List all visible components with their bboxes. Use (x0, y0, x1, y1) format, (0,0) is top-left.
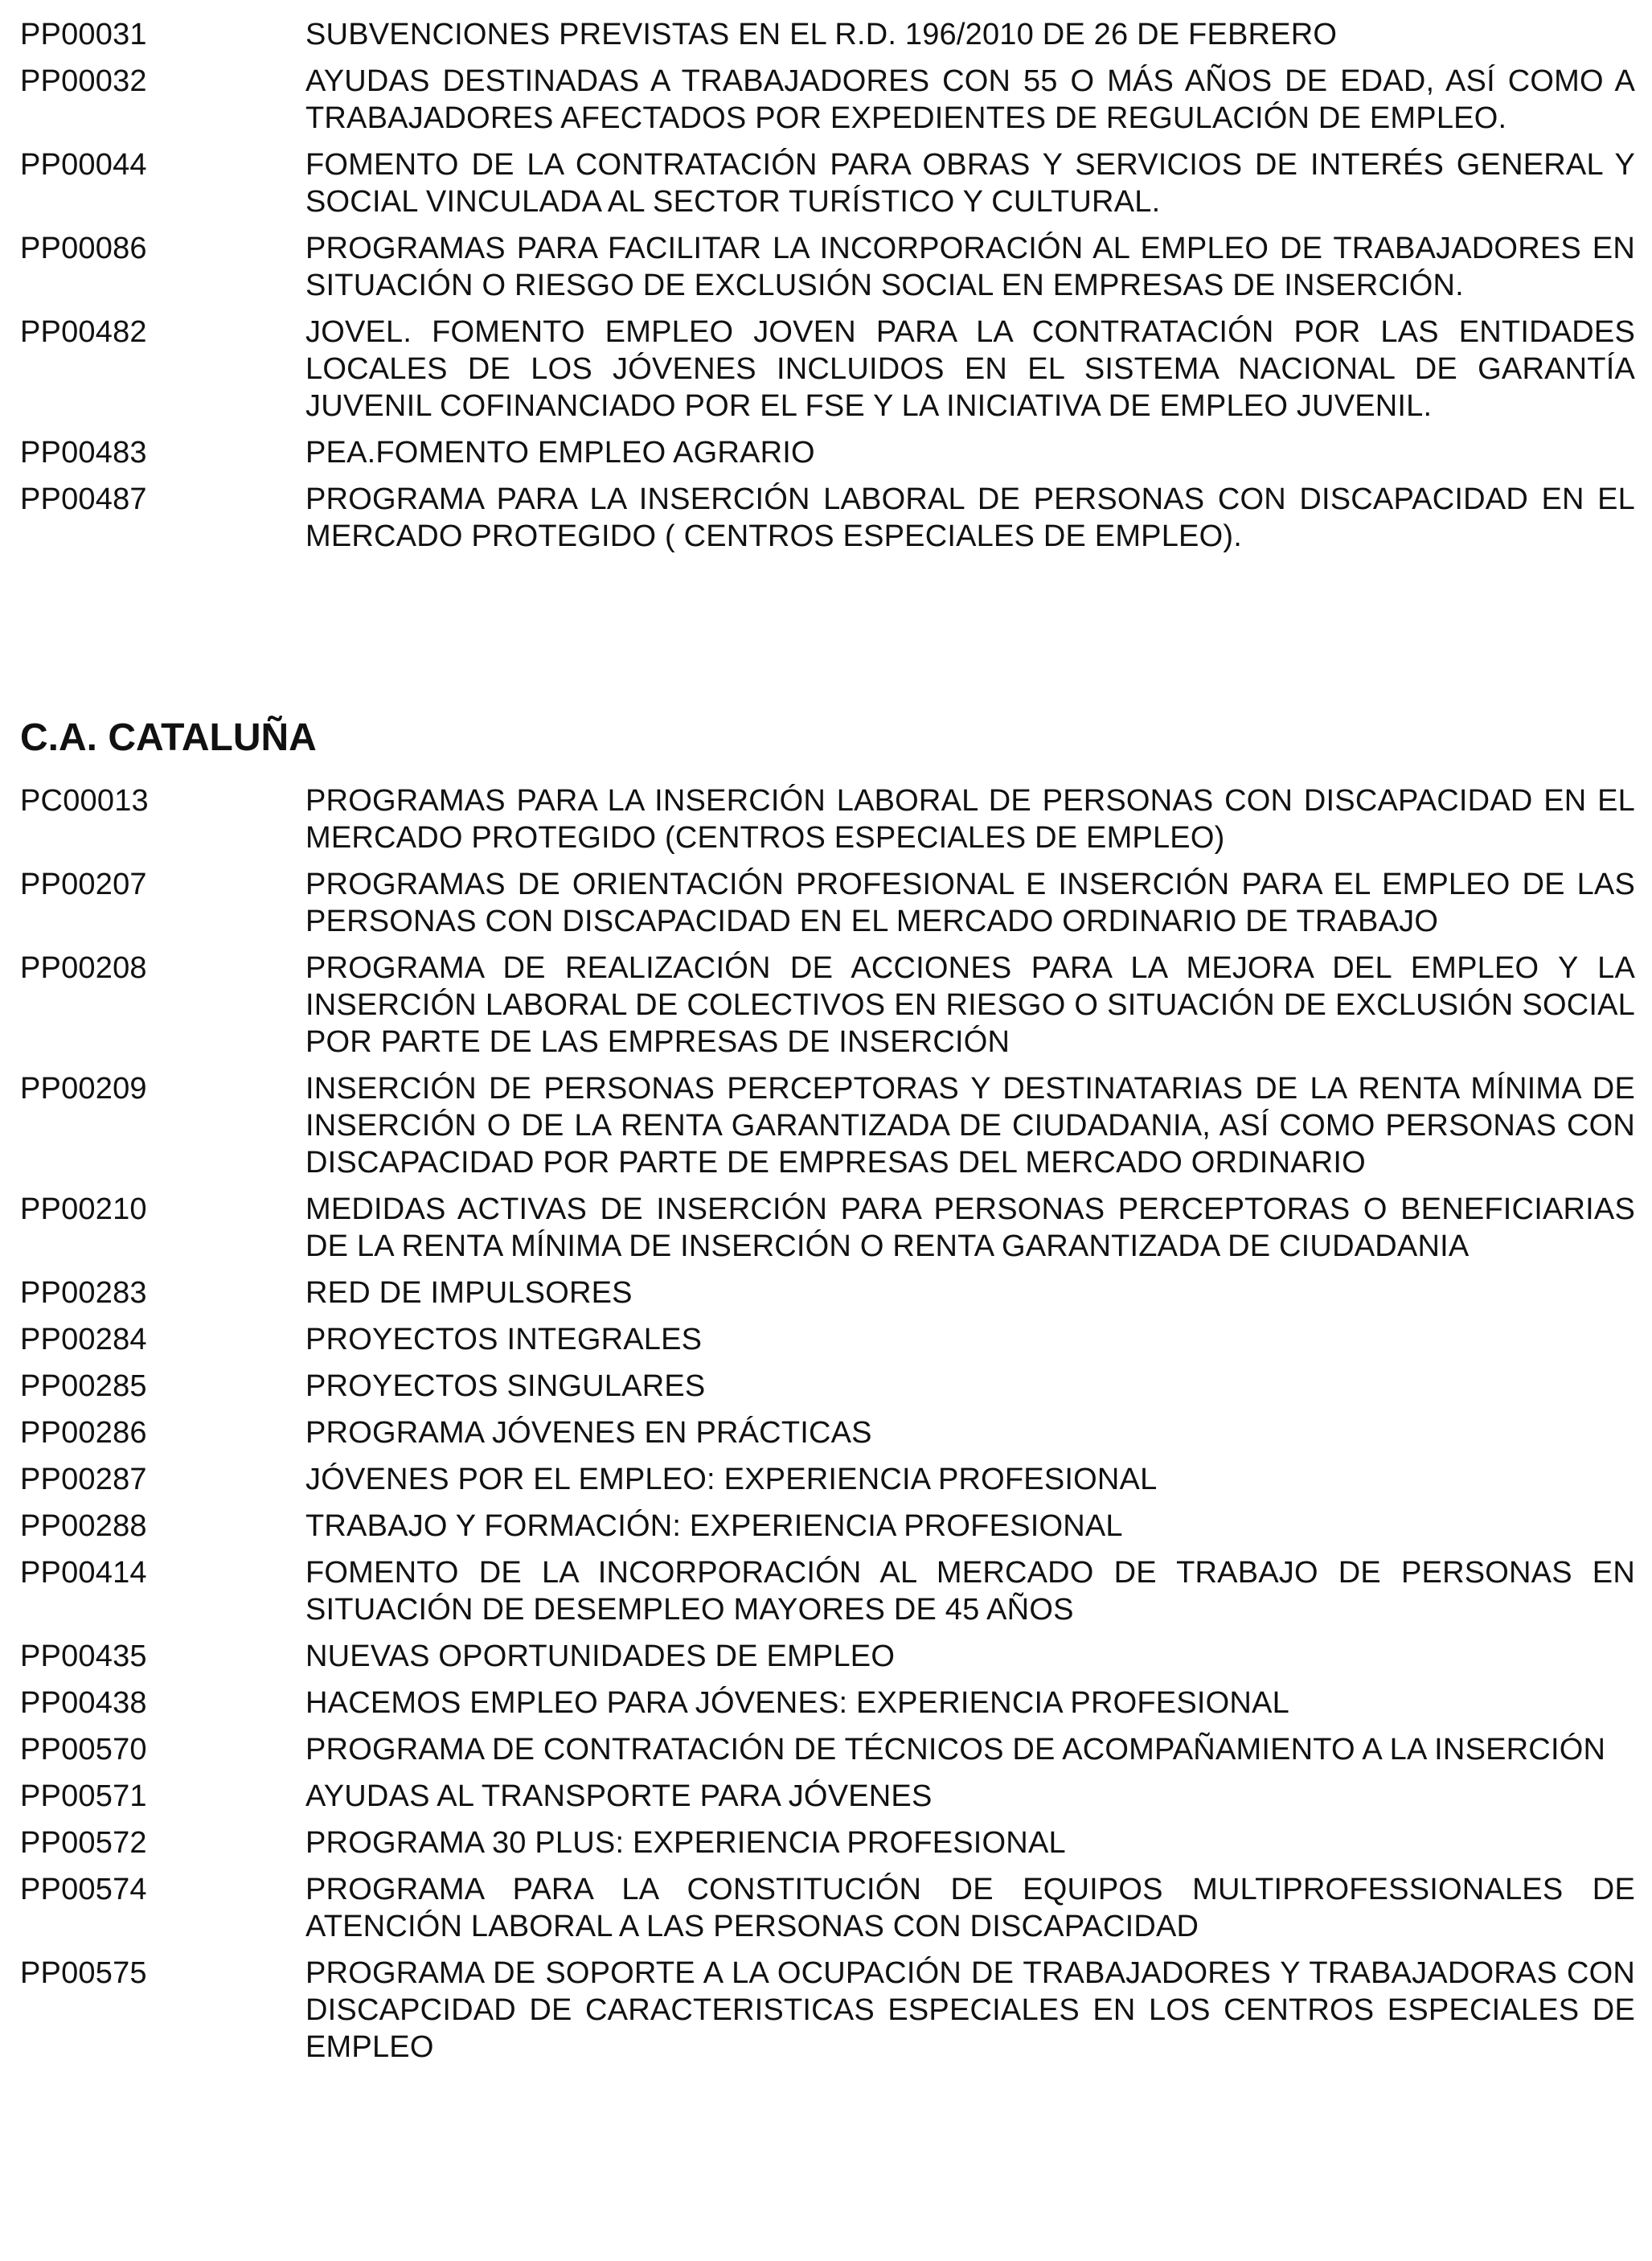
program-code: PP00574 (20, 1873, 147, 1906)
program-description: FOMENTO DE LA CONTRATACIÓN PARA OBRAS Y SERVICIOS DE INTERÉS GENERAL Y SOCIAL VINCULADA AL SECTOR TURÍSTICO Y CULTURAL. (305, 148, 1635, 219)
program-row (20, 230, 1636, 304)
program-code: PP00570 (20, 1733, 147, 1767)
program-code: PP00285 (20, 1369, 147, 1403)
program-code: PC00013 (20, 784, 149, 818)
program-description: PROGRAMA DE SOPORTE A LA OCUPACIÓN DE TRABAJADORES Y TRABAJADORAS CON DISCAPCIDAD DE CARACTERISTICAS ESPECIALES EN LOS CENTROS ESPECIALES DE EMPLEO (305, 1956, 1635, 2064)
program-list-top (20, 16, 1636, 564)
program-row (20, 434, 1636, 471)
program-code: PP00208 (20, 951, 147, 985)
program-description: PROGRAMA DE REALIZACIÓN DE ACCIONES PARA LA MEJORA DEL EMPLEO Y LA INSERCIÓN LABORAL DE COLECTIVOS EN RIESGO O SITUACIÓN DE EXCLUSIÓN SOCIAL POR PARTE DE LAS EMPRESAS DE INSERCIÓN (305, 951, 1635, 1059)
program-row (20, 1368, 1636, 1405)
program-row (20, 1778, 1636, 1815)
program-description: TRABAJO Y FORMACIÓN: EXPERIENCIA PROFESIONAL (305, 1509, 1123, 1543)
program-row (20, 1070, 1636, 1181)
program-row (20, 481, 1636, 555)
program-code: PP00572 (20, 1826, 147, 1860)
program-code: PP00435 (20, 1639, 147, 1673)
program-description: FOMENTO DE LA INCORPORACIÓN AL MERCADO DE TRABAJO DE PERSONAS EN SITUACIÓN DE DESEMPLEO MAYORES DE 45 AÑOS (305, 1556, 1635, 1627)
program-row (20, 1871, 1636, 1945)
program-description: INSERCIÓN DE PERSONAS PERCEPTORAS Y DESTINATARIAS DE LA RENTA MÍNIMA DE INSERCIÓN O DE LA RENTA GARANTIZADA DE CIUDADANIA, ASÍ COMO PERSONAS CON DISCAPACIDAD POR PARTE DE EMPRESAS DEL MERCADO ORDINARIO (305, 1072, 1635, 1180)
program-description: PROGRAMA PARA LA INSERCIÓN LABORAL DE PERSONAS CON DISCAPACIDAD EN EL MERCADO PROTEGIDO ( CENTROS ESPECIALES DE EMPLEO). (305, 482, 1635, 553)
program-code: PP00482 (20, 315, 147, 349)
program-code: PP00438 (20, 1686, 147, 1720)
program-code: PP00571 (20, 1779, 147, 1813)
program-row (20, 314, 1636, 425)
program-row (20, 1274, 1636, 1311)
program-code: PP00575 (20, 1956, 147, 1990)
section-heading: C.A. CATALUÑA (20, 716, 317, 759)
program-row (20, 1731, 1636, 1768)
program-code: PP00086 (20, 232, 147, 265)
program-row (20, 1955, 1636, 2066)
program-code: PP00286 (20, 1416, 147, 1450)
program-row (20, 1191, 1636, 1265)
program-row (20, 782, 1636, 856)
program-code: PP00483 (20, 436, 147, 470)
program-row (20, 1508, 1636, 1545)
program-description: PROGRAMAS PARA LA INSERCIÓN LABORAL DE PERSONAS CON DISCAPACIDAD EN EL MERCADO PROTEGIDO (CENTROS ESPECIALES DE EMPLEO) (305, 784, 1635, 855)
program-code: PP00032 (20, 64, 147, 98)
program-description: AYUDAS AL TRANSPORTE PARA JÓVENES (305, 1779, 933, 1813)
program-row (20, 146, 1636, 220)
program-row (20, 866, 1636, 940)
program-code: PP00044 (20, 148, 147, 182)
program-code: PP00031 (20, 18, 147, 51)
program-code: PP00210 (20, 1192, 147, 1226)
program-row (20, 1824, 1636, 1861)
program-row (20, 1414, 1636, 1451)
program-description: RED DE IMPULSORES (305, 1276, 633, 1310)
program-description: PROGRAMAS PARA FACILITAR LA INCORPORACIÓN AL EMPLEO DE TRABAJADORES EN SITUACIÓN O RIESGO DE EXCLUSIÓN SOCIAL EN EMPRESAS DE INSERCIÓN. (305, 232, 1635, 302)
program-code: PP00288 (20, 1509, 147, 1543)
program-code: PP00287 (20, 1463, 147, 1496)
program-row (20, 63, 1636, 137)
program-row (20, 1321, 1636, 1358)
program-row (20, 950, 1636, 1061)
program-description: NUEVAS OPORTUNIDADES DE EMPLEO (305, 1639, 896, 1673)
program-code: PP00283 (20, 1276, 147, 1310)
program-description: PROGRAMAS DE ORIENTACIÓN PROFESIONAL E INSERCIÓN PARA EL EMPLEO DE LAS PERSONAS CON DISCAPACIDAD EN EL MERCADO ORDINARIO DE TRABAJO (305, 868, 1635, 938)
program-row (20, 1684, 1636, 1721)
program-code: PP00207 (20, 868, 147, 901)
program-description: PROGRAMA 30 PLUS: EXPERIENCIA PROFESIONAL (305, 1826, 1066, 1860)
program-code: PP00414 (20, 1556, 147, 1590)
program-code: PP00284 (20, 1323, 147, 1356)
program-list-cataluna (20, 782, 1636, 2085)
program-description: HACEMOS EMPLEO PARA JÓVENES: EXPERIENCIA PROFESIONAL (305, 1686, 1289, 1720)
program-description: PROGRAMA JÓVENES EN PRÁCTICAS (305, 1416, 872, 1450)
program-description: JOVEL. FOMENTO EMPLEO JOVEN PARA LA CONTRATACIÓN POR LAS ENTIDADES LOCALES DE LOS JÓVENES INCLUIDOS EN EL SISTEMA NACIONAL DE GARANTÍA JUVENIL COFINANCIADO POR EL FSE Y LA INICIATIVA DE EMPLEO JUVENIL. (305, 315, 1635, 423)
program-description: JÓVENES POR EL EMPLEO: EXPERIENCIA PROFESIONAL (305, 1463, 1158, 1496)
program-description: PROYECTOS SINGULARES (305, 1369, 706, 1403)
program-description: MEDIDAS ACTIVAS DE INSERCIÓN PARA PERSONAS PERCEPTORAS O BENEFICIARIAS DE LA RENTA MÍNIMA DE INSERCIÓN O RENTA GARANTIZADA DE CIUDADANIA (305, 1192, 1635, 1263)
program-row (20, 1554, 1636, 1628)
program-row (20, 16, 1636, 53)
program-row (20, 1638, 1636, 1675)
program-description: SUBVENCIONES PREVISTAS EN EL R.D. 196/2010 DE 26 DE FEBRERO (305, 18, 1338, 51)
program-code: PP00487 (20, 482, 147, 516)
program-code: PP00209 (20, 1072, 147, 1106)
program-description: PROGRAMA DE CONTRATACIÓN DE TÉCNICOS DE ACOMPAÑAMIENTO A LA INSERCIÓN (305, 1733, 1606, 1767)
program-description: PROYECTOS INTEGRALES (305, 1323, 703, 1356)
program-description: PROGRAMA PARA LA CONSTITUCIÓN DE EQUIPOS MULTIPROFESSIONALES DE ATENCIÓN LABORAL A LAS PERSONAS CON DISCAPACIDAD (305, 1873, 1635, 1943)
program-description: PEA.FOMENTO EMPLEO AGRARIO (305, 436, 815, 470)
program-row (20, 1461, 1636, 1498)
program-description: AYUDAS DESTINADAS A TRABAJADORES CON 55 O MÁS AÑOS DE EDAD, ASÍ COMO A TRABAJADORES AFECTADOS POR EXPEDIENTES DE REGULACIÓN DE EMPLEO. (305, 64, 1635, 135)
